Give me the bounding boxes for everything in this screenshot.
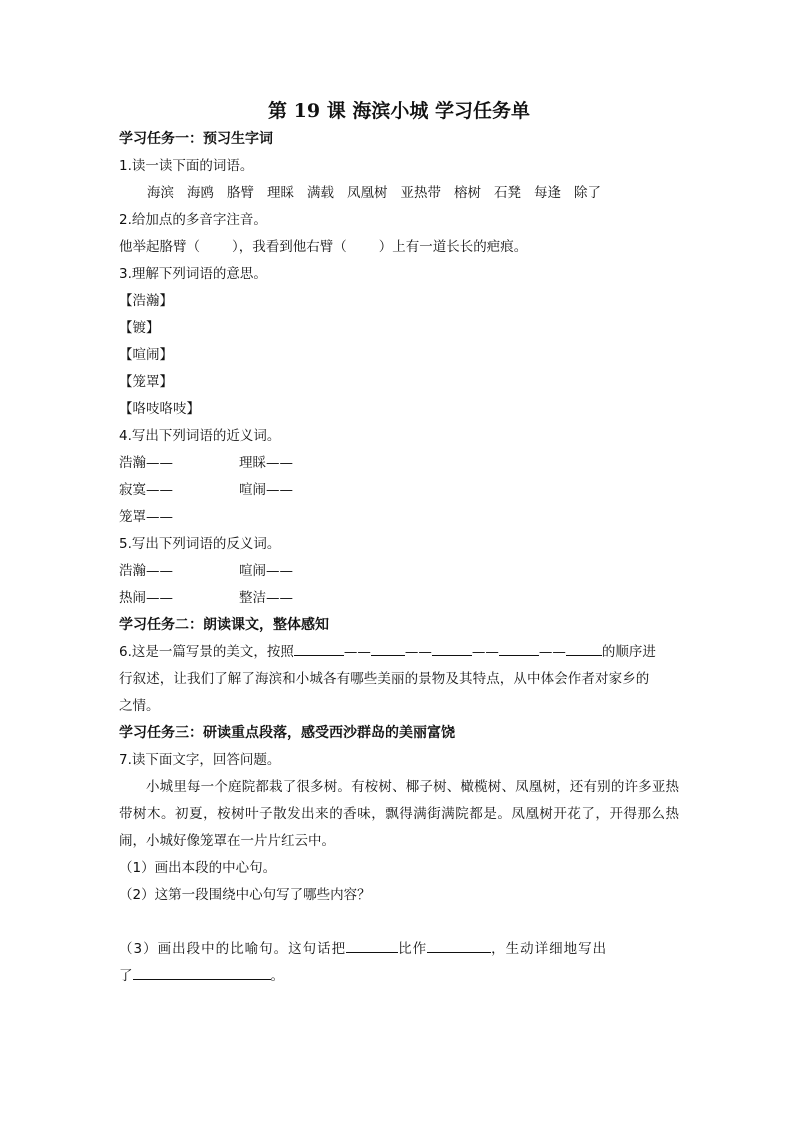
vocab-word: 海鸥 [187, 185, 214, 201]
question-3: 3.理解下列词语的意思。 [119, 266, 267, 282]
synonym-item: 寂寞—— [119, 482, 173, 498]
question-5: 5.写出下列词语的反义词。 [119, 536, 281, 552]
answer-blank[interactable] [133, 965, 271, 980]
pinyin-sentence [119, 234, 679, 261]
term-item: 【笼罩】 [119, 374, 173, 390]
question-6-line3: 之情。 [119, 698, 160, 714]
sentence-part: ），我看到他右臂（ [232, 239, 347, 255]
vocab-word: 满载 [307, 185, 334, 201]
antonym-item: 浩瀚—— [119, 563, 173, 579]
task3-heading: 学习任务三：研读重点段落，感受西沙群岛的美丽富饶 [119, 725, 455, 741]
vocab-word: 凤凰树 [347, 185, 388, 201]
dash: —— [471, 644, 499, 660]
dash: —— [538, 644, 566, 660]
vocab-word: 每逢 [534, 185, 561, 201]
question-6-line2: 行叙述，让我们了解了海滨和小城各有哪些美丽的景物及其特点，从中体会作者对家乡的 [119, 671, 650, 687]
answer-space[interactable] [119, 909, 679, 932]
vocab-word-list [119, 180, 679, 207]
sentence-part: 的顺序进 [601, 644, 656, 660]
question-4: 4.写出下列词语的近义词。 [119, 428, 281, 444]
answer-blank[interactable] [346, 938, 398, 953]
synonym-row [119, 477, 679, 504]
answer-blank[interactable] [371, 641, 405, 656]
sentence-part: 。 [270, 968, 284, 984]
sentence-part: 6.这是一篇写景的美文，按照 [119, 644, 294, 660]
synonym-row [119, 504, 679, 531]
answer-blank[interactable] [427, 938, 491, 953]
answer-blank[interactable] [566, 641, 602, 656]
sentence-part: （3）画出段中的比喻句。这句话把 [119, 941, 347, 957]
vocab-word: 石凳 [494, 185, 521, 201]
vocab-word: 胳臂 [227, 185, 254, 201]
dash: —— [404, 644, 432, 660]
question-6-line1 [119, 639, 679, 666]
antonym-row [119, 585, 679, 612]
answer-blank[interactable] [432, 641, 472, 656]
synonym-item: 喧闹—— [239, 482, 293, 498]
task1-heading: 学习任务一：预习生字词 [119, 131, 273, 147]
question-2: 2.给加点的多音字注音。 [119, 212, 267, 228]
vocab-word: 海滨 [147, 185, 174, 201]
antonym-item: 喧闹—— [239, 563, 293, 579]
synonym-item: 笼罩—— [119, 509, 173, 525]
synonym-row [119, 450, 679, 477]
term-item: 【咯吱咯吱】 [119, 401, 200, 417]
sub-question-3-line2 [119, 963, 679, 990]
sub-question-1: （1）画出本段的中心句。 [119, 860, 277, 876]
worksheet-page [119, 96, 679, 990]
vocab-word: 理睬 [267, 185, 294, 201]
synonym-item: 浩瀚—— [119, 455, 173, 471]
sub-question-2: （2）这第一段围绕中心句写了哪些内容？ [119, 887, 371, 903]
vocab-word: 亚热带 [400, 185, 441, 201]
antonym-item: 热闹—— [119, 590, 173, 606]
question-1: 1.读一读下面的词语。 [119, 158, 254, 174]
sub-question-3-line1 [119, 936, 679, 963]
question-7: 7.读下面文字，回答问题。 [119, 752, 281, 768]
sentence-part: 比作 [398, 941, 428, 957]
answer-blank[interactable] [294, 641, 344, 656]
sentence-part: ，生动详细地写出 [491, 941, 608, 957]
task2-heading: 学习任务二：朗读课文，整体感知 [119, 617, 329, 633]
page-title: 第 19 课 海滨小城 学习任务单 [268, 100, 530, 122]
sentence-part: 他举起胳臂（ [119, 239, 200, 255]
sentence-part: 了 [119, 968, 133, 984]
term-item: 【浩瀚】 [119, 293, 173, 309]
antonym-item: 整洁—— [239, 590, 293, 606]
reading-passage: 小城里每一个庭院都栽了很多树。有桉树、椰子树、橄榄树、凤凰树，还有别的许多亚热带树木。初夏，桉树叶子散发出来的香味，飘得满街满院都是。凤凰树开花了，开得那么热闹，小城好像笼罩在一片片红云中。 [119, 779, 679, 849]
answer-blank[interactable] [499, 641, 539, 656]
vocab-word: 榕树 [454, 185, 481, 201]
antonym-row [119, 558, 679, 585]
dash: —— [343, 644, 371, 660]
term-item: 【镀】 [119, 320, 160, 336]
sentence-part: ）上有一道长长的疤痕。 [378, 239, 528, 255]
term-item: 【喧闹】 [119, 347, 173, 363]
synonym-item: 理睬—— [239, 455, 293, 471]
vocab-word: 除了 [574, 185, 601, 201]
